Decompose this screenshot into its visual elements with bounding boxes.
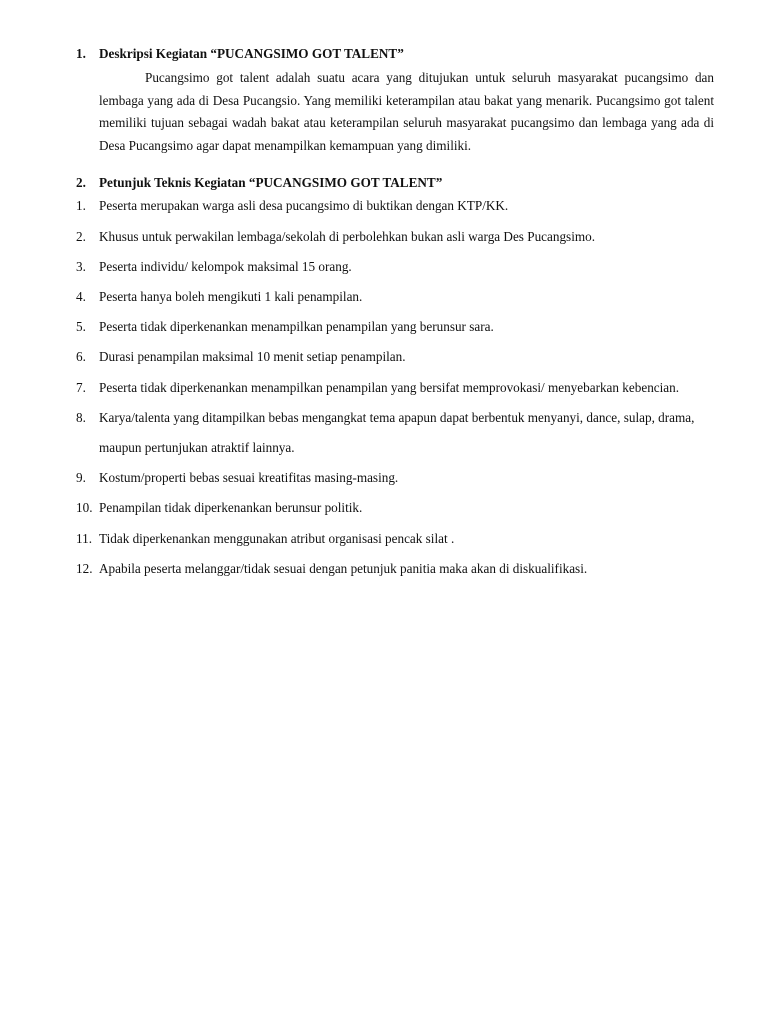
list-item-number: 7.: [76, 379, 86, 395]
list-item: [76, 493, 714, 523]
list-item: [76, 403, 714, 463]
list-item-text: Peserta merupakan warga asli desa pucangsimo di buktikan dengan KTP/KK.: [99, 198, 509, 214]
list-item: [76, 222, 714, 252]
section-1-number: 1.: [76, 46, 86, 61]
list-item: [76, 191, 714, 221]
section-1-heading: [76, 43, 714, 65]
list-item-number: 4.: [76, 288, 86, 304]
list-item-text: Tidak diperkenankan menggunakan atribut organisasi pencak silat .: [99, 530, 455, 546]
list-item-text: Peserta tidak diperkenankan menampilkan penampilan yang berunsur sara.: [99, 319, 494, 335]
list-item-text: Peserta tidak diperkenankan menampilkan penampilan yang bersifat memprovokasi/ menyebarkan kebencian.: [99, 379, 680, 395]
list-item-number: 3.: [76, 258, 86, 274]
list-item-number: 10.: [76, 500, 93, 516]
section-1-paragraph: Pucangsimo got talent adalah suatu acara yang ditujukan untuk seluruh masyarakat pucangsimo dan lembaga yang ada di Desa Pucangsio. Yang memiliki keterampilan atau bakat yang menarik. Pucangsimo got talent memiliki tujuan sebagai wadah bakat atau keterampilan seluruh masyarakat pucangsimo dan lembaga yang ada di Desa Pucangsimo agar dapat menampilkan kemampuan yang dimiliki.: [99, 70, 714, 153]
list-item: [76, 524, 714, 554]
list-item-number: 8.: [76, 409, 86, 425]
list-item: [76, 252, 714, 282]
rules-list: [76, 191, 714, 584]
list-item: [76, 373, 714, 403]
list-item: [76, 312, 714, 342]
section-2-title: Petunjuk Teknis Kegiatan “PUCANGSIMO GOT TALENT”: [99, 175, 443, 191]
list-item-number: 6.: [76, 349, 86, 365]
list-item-number: 9.: [76, 470, 86, 486]
list-item-text: Durasi penampilan maksimal 10 menit setiap penampilan.: [99, 349, 406, 365]
list-item-text: Kostum/properti bebas sesuai kreatifitas masing-masing.: [99, 470, 399, 486]
list-item: [76, 282, 714, 312]
list-item-number: 1.: [76, 198, 86, 214]
section-2-number: 2.: [76, 175, 86, 191]
list-item-text: Peserta hanya boleh mengikuti 1 kali penampilan.: [99, 288, 363, 304]
list-item-number: 12.: [76, 560, 93, 576]
list-item-text: Karya/talenta yang ditampilkan bebas mengangkat tema apapun dapat berbentuk menyanyi, dance, sulap, drama, maupun pertunjukan atraktif lainnya.: [99, 409, 695, 455]
list-item-number: 11.: [76, 530, 92, 546]
list-item: [76, 342, 714, 372]
list-item-number: 2.: [76, 228, 86, 244]
list-item: [76, 554, 714, 584]
section-1-title: Deskripsi Kegiatan “PUCANGSIMO GOT TALENT”: [99, 46, 404, 61]
list-item: [76, 463, 714, 493]
section-gap: [76, 157, 714, 172]
document-body: [76, 43, 714, 584]
list-item-text: Khusus untuk perwakilan lembaga/sekolah di perbolehkan bukan asli warga Des Pucangsimo.: [99, 228, 596, 244]
list-item-text: Apabila peserta melanggar/tidak sesuai dengan petunjuk panitia maka akan di diskualifikasi.: [99, 560, 588, 576]
list-item-text: Peserta individu/ kelompok maksimal 15 orang.: [99, 258, 352, 274]
list-item-number: 5.: [76, 319, 86, 335]
list-item-text: Penampilan tidak diperkenankan berunsur politik.: [99, 500, 363, 516]
